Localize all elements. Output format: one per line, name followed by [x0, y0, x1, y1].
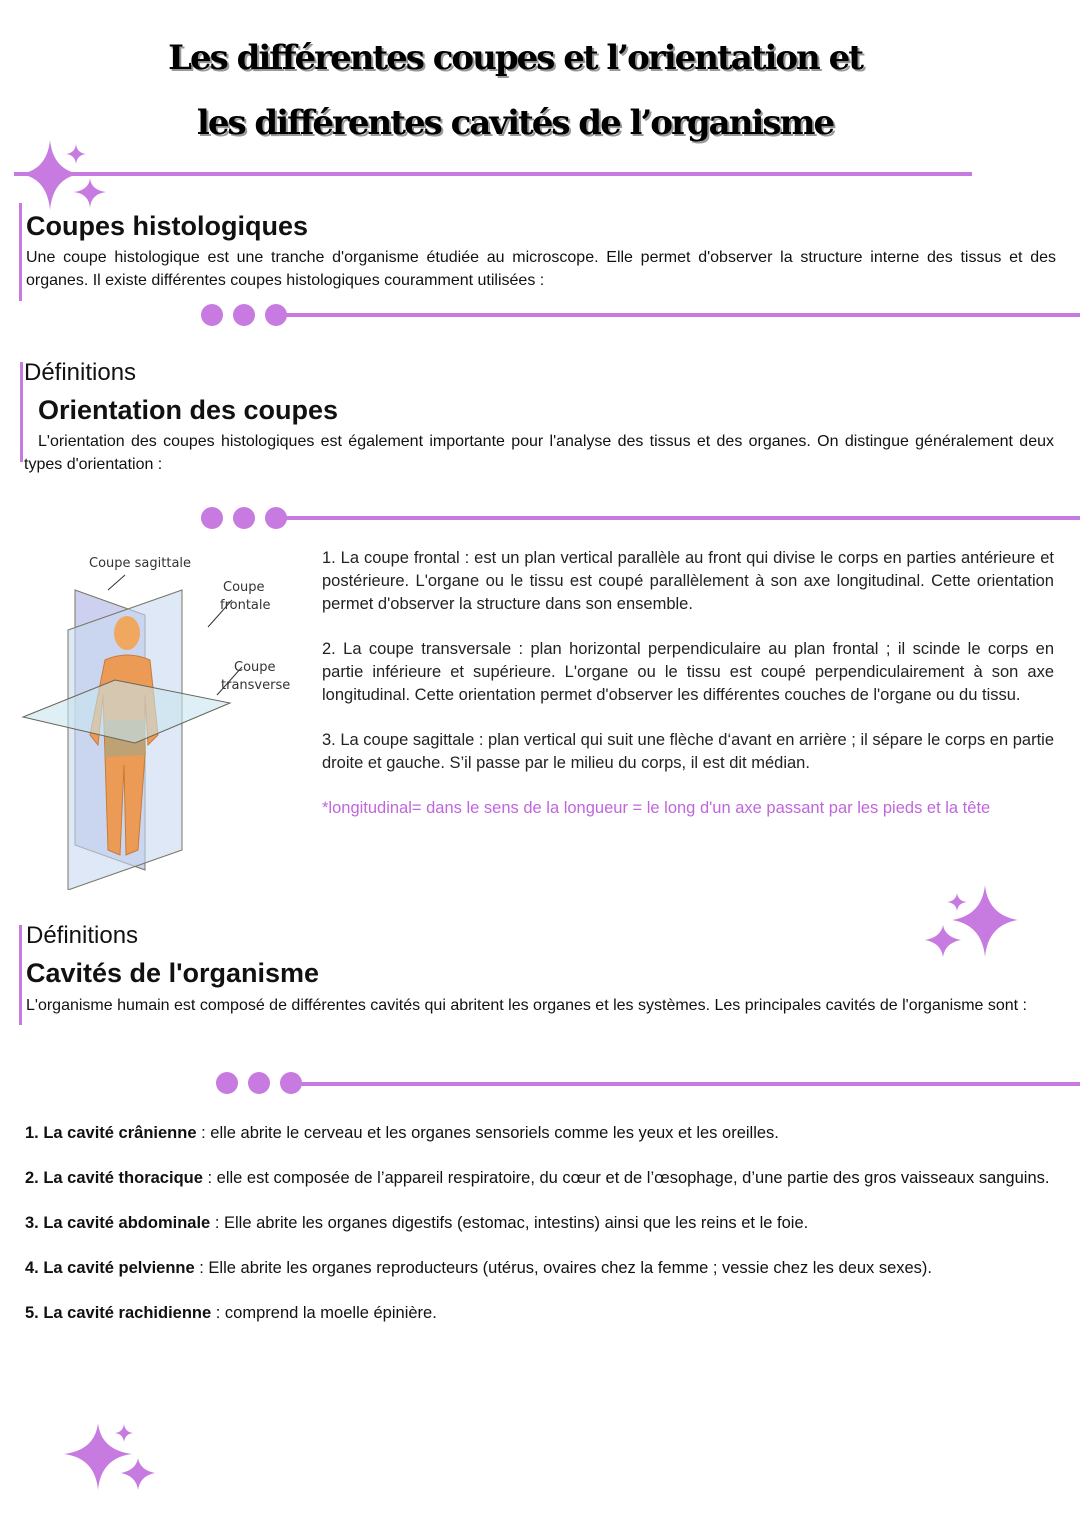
orientation-list — [322, 547, 1054, 842]
cavity-name: 4. La cavité pelvienne — [25, 1259, 195, 1277]
label-sagittale: Coupe sagittale — [89, 556, 192, 571]
cavity-desc: : comprend la moelle épinière. — [211, 1304, 437, 1322]
cavity-item — [25, 1302, 1077, 1325]
cavity-desc: : Elle abrite les organes digestifs (estomac, intestins) ainsi que les reins et le foie. — [210, 1214, 809, 1232]
divider-dot — [233, 507, 255, 529]
orientation-sagittale: 3. La coupe sagittale : plan vertical qui suit une flèche d‘avant en arrière ; il sépare le corps en partie droite et gauche. S’il passe par le milieu du corps, il est dit médian. — [322, 731, 1054, 772]
sparkle-icon — [925, 885, 1020, 960]
divider — [280, 313, 1080, 317]
title-line-2: les différentes cavités de l’organisme — [196, 103, 834, 143]
cavity-item — [25, 1122, 1077, 1145]
label-transverse-1: Coupe — [234, 660, 276, 675]
cavity-desc: : elle est composée de l’appareil respiratoire, du cœur et de l’œsophage, d’une partie des gros vaisseaux sanguins. — [202, 1169, 1050, 1187]
cavity-desc: : elle abrite le cerveau et les organes sensoriels comme les yeux et les oreilles. — [196, 1124, 779, 1142]
divider — [14, 172, 972, 176]
label-transverse-2: transverse — [221, 678, 291, 693]
section-heading: Coupes histologiques — [26, 211, 309, 241]
section-body: L'orientation des coupes histologiques est également importante pour l'analyse des tissus et des organes. On distingue généralement deux types d'orientation : — [24, 433, 1054, 473]
divider-dot — [216, 1072, 238, 1094]
divider-dot — [201, 304, 223, 326]
section-heading: Cavités de l'organisme — [26, 958, 320, 988]
cavity-name: 2. La cavité thoracique — [25, 1169, 203, 1187]
divider — [280, 516, 1080, 520]
divider-dot — [233, 304, 255, 326]
cavity-name: 3. La cavité abdominale — [25, 1214, 211, 1232]
label-frontale-2: frontale — [220, 598, 271, 613]
cavity-item — [25, 1257, 1077, 1280]
section-body: Une coupe histologique est une tranche d'organisme étudiée au microscope. Elle permet d'observer la structure interne des tissus et des organes. Il existe différentes coupes histologiques couramment utilisées : — [26, 249, 1056, 289]
section-body: L'organisme humain est composé de différentes cavités qui abritent les organes et les systèmes. Les principales cavités de l'organisme sont : — [26, 997, 1027, 1014]
anatomical-planes-figure — [20, 545, 300, 890]
label-frontale-1: Coupe — [223, 580, 265, 595]
divider-dot — [248, 1072, 270, 1094]
orientation-frontal: 1. La coupe frontal : est un plan vertical parallèle au front qui divise le corps en parties antérieure et postérieure. L'organe ou le tissu est coupé parallèlement à son axe longitudinal. Cette orientation permet d'observer la structure dans son ensemble. — [322, 549, 1054, 613]
divider — [295, 1082, 1080, 1086]
cavity-name: 5. La cavité rachidienne — [25, 1304, 212, 1322]
section-bar — [19, 203, 22, 301]
section-bar — [19, 925, 22, 1025]
divider-dot — [201, 507, 223, 529]
cavities-list — [25, 1122, 1077, 1347]
sparkle-icon — [60, 1418, 160, 1493]
longitudinal-note: *longitudinal= dans le sens de la longueur = le long d'un axe passant par les pieds et la tête — [322, 799, 991, 817]
section-bar — [20, 362, 23, 462]
definitions-label: Définitions — [24, 359, 137, 386]
definitions-label: Définitions — [26, 922, 139, 949]
cavity-name: 1. La cavité crânienne — [25, 1124, 197, 1142]
cavity-desc: : Elle abrite les organes reproducteurs (utérus, ovaires chez la femme ; vessie chez les deux sexes). — [194, 1259, 933, 1277]
cavity-item — [25, 1167, 1077, 1190]
title-line-1: Les différentes coupes et l’orientation et — [168, 38, 862, 78]
orientation-transversale: 2. La coupe transversale : plan horizontal perpendiculaire au plan frontal ; il scinde le corps en partie inférieure et supérieure. L'organe ou le tissu est coupé perpendiculairement à son axe longitudinal. Cette orientation permet d'observer les différentes couches de l'organe ou du tissu. — [322, 640, 1054, 704]
section-heading: Orientation des coupes — [38, 395, 339, 425]
cavity-item — [25, 1212, 1077, 1235]
